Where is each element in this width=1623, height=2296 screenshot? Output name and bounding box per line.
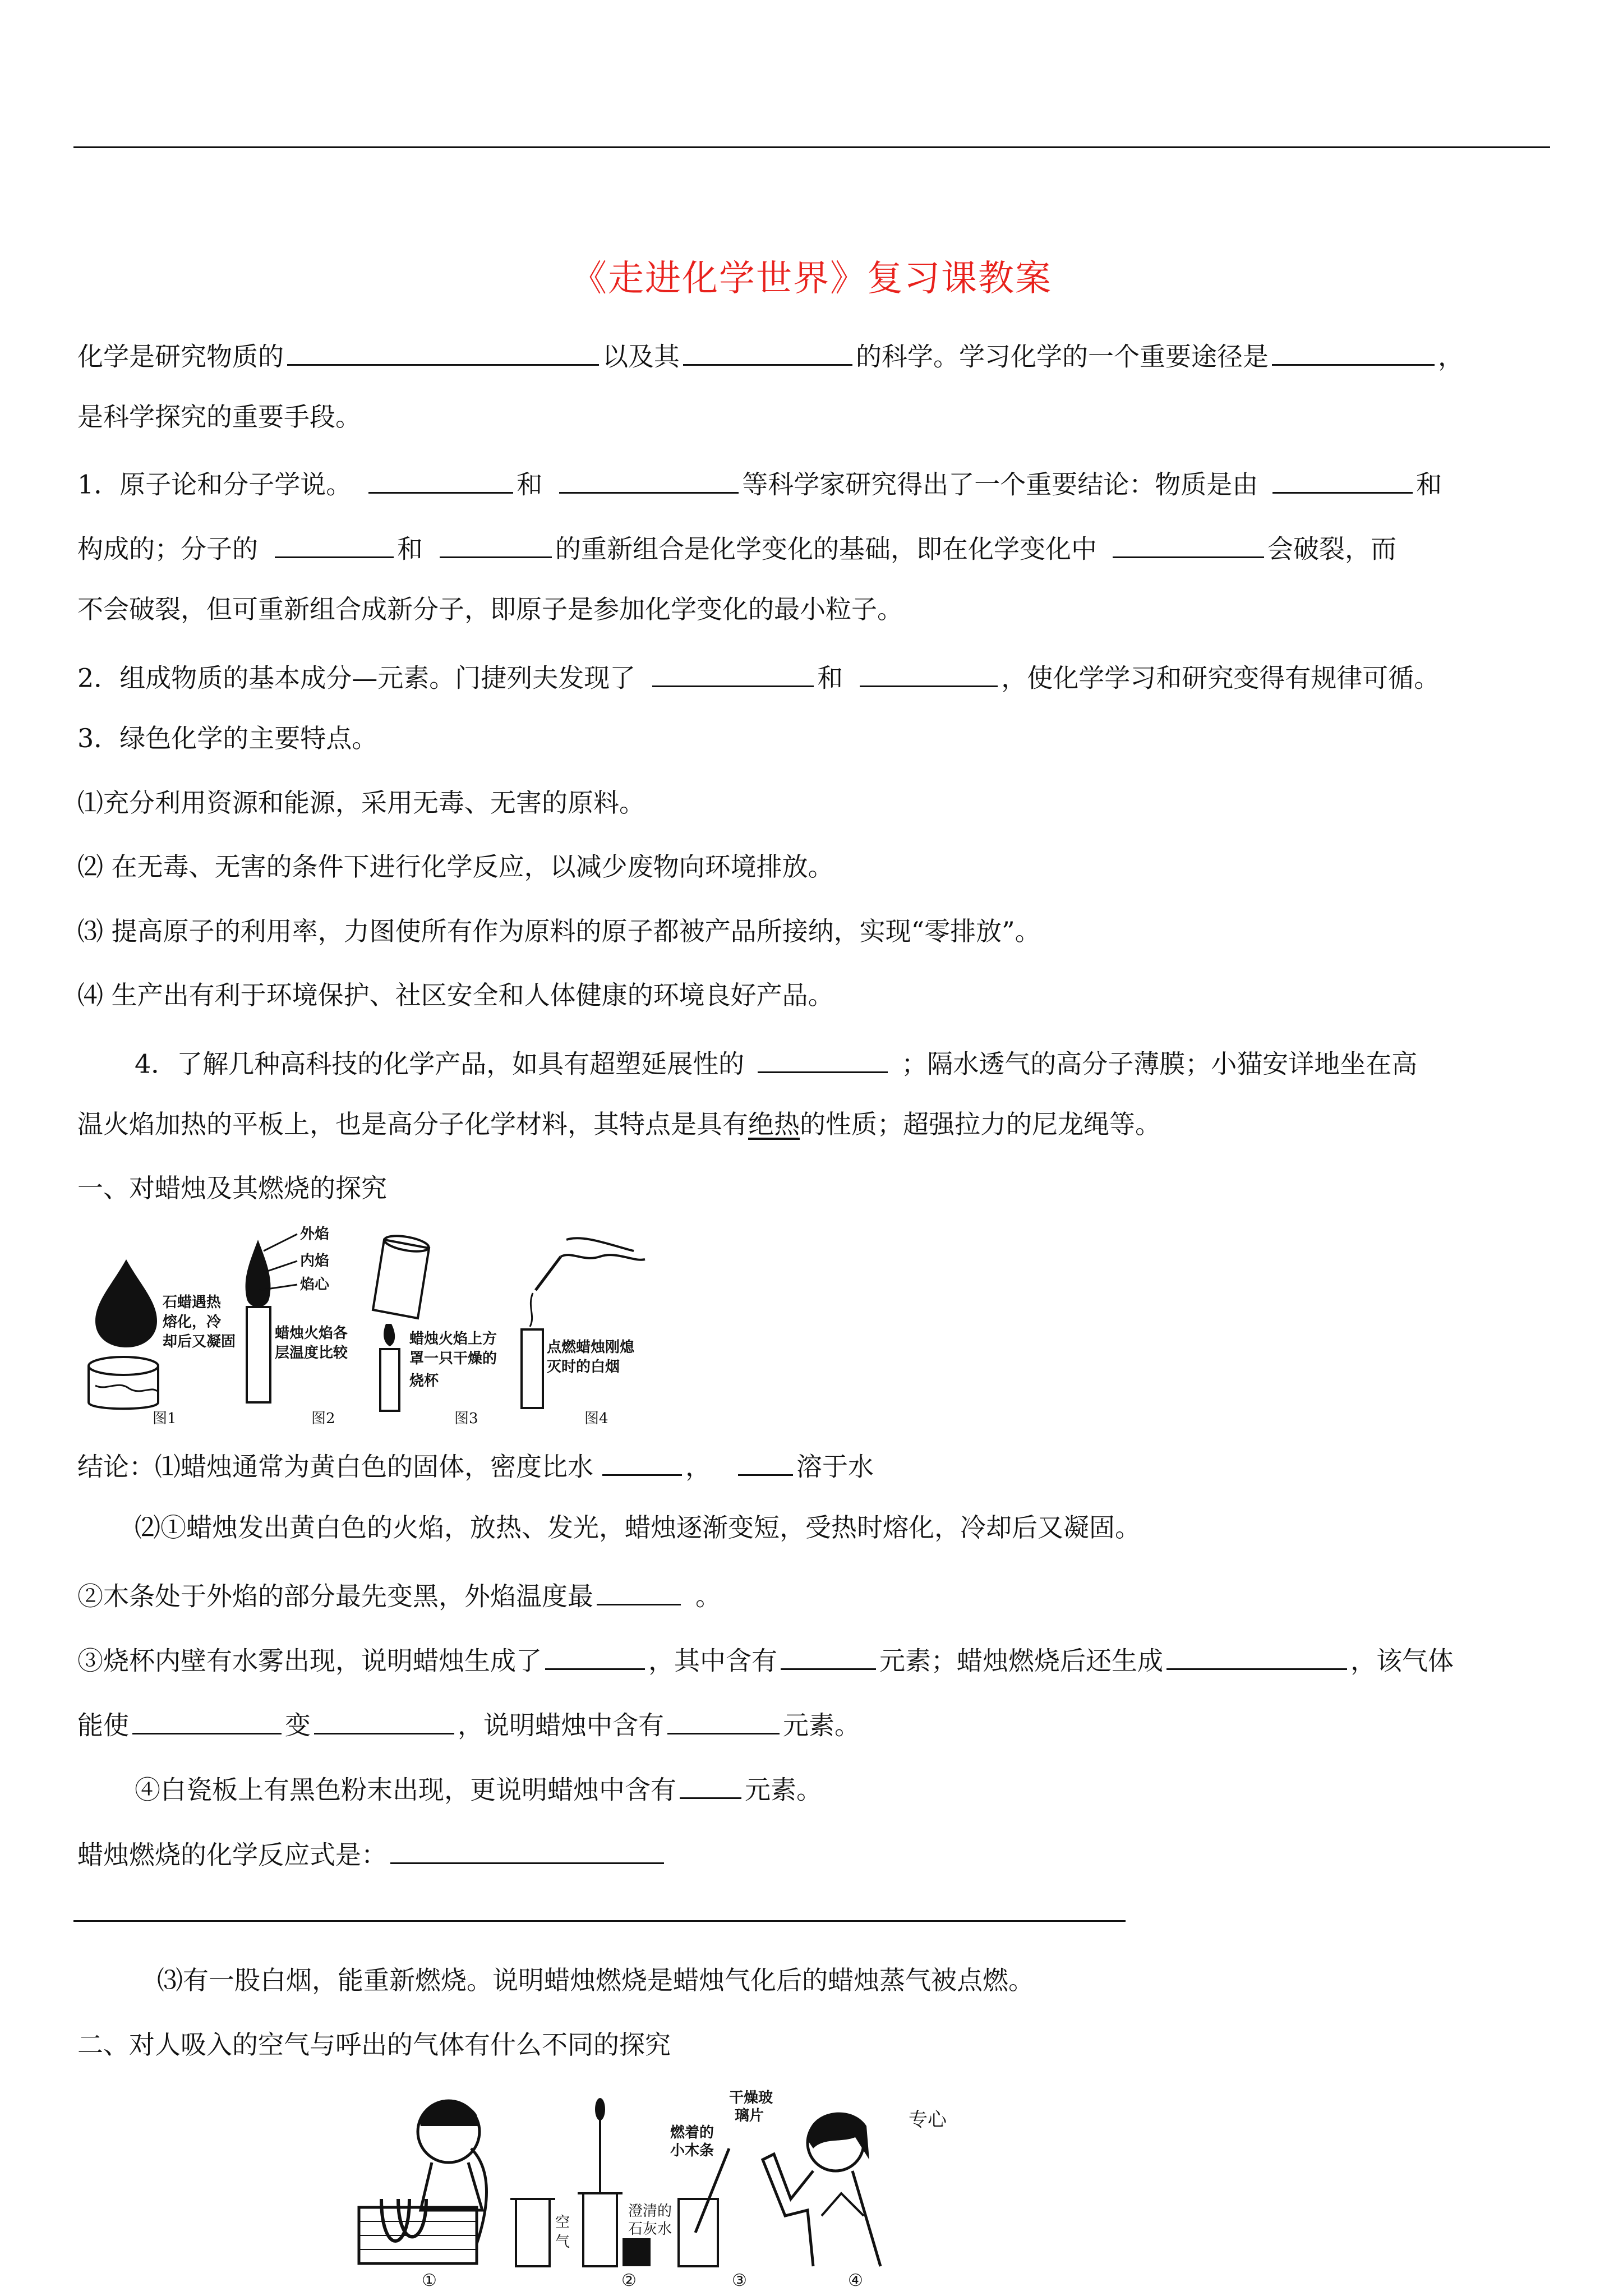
blank-field[interactable]: [680, 1773, 741, 1799]
fig2-caption-2: ②: [621, 2271, 637, 2290]
fig1-text-1: 石蜡遇热: [163, 1294, 222, 1311]
para3-head: 3．绿色化学的主要特点。: [77, 723, 378, 753]
fig4-text-1: 点燃蜡烛刚熄: [547, 1339, 635, 1356]
page-title: 《走进化学世界》复习课教案: [571, 258, 1052, 300]
blank-field[interactable]: [368, 467, 513, 494]
text: 能使: [77, 1710, 129, 1741]
blank-field[interactable]: [559, 467, 739, 494]
conclusion-7: ⑶有一股白烟，能重新燃烧。说明蜡烛燃烧是蜡烛气化后的蜡烛蒸气被点燃。: [157, 1965, 1034, 1995]
conclusion-4: [77, 1644, 1454, 1674]
text: ，说明蜡烛中含有: [458, 1710, 664, 1741]
para3-item-2: ⑵ 在无毒、无害的条件下进行化学反应，以减少废物向环境排放。: [77, 852, 834, 882]
text: 。: [695, 1581, 721, 1612]
person-blowing-drawing: [359, 2101, 487, 2263]
para3-item-3: ⑶ 提高原子的利用率，力图使所有作为原料的原子都被产品所接纳，实现“零排放”。: [77, 916, 1041, 946]
text: ；隔水透气的高分子薄膜；小猫安详地坐在高: [901, 1048, 1418, 1079]
blank-field[interactable]: [440, 532, 552, 558]
para1-line-3: 不会破裂，但可重新组合成新分子，即原子是参加化学变化的最小粒子。: [77, 594, 903, 624]
conclusion-1: [77, 1450, 874, 1480]
text: 和: [517, 469, 543, 500]
section2-heading: 二、对人吸入的空气与呼出的气体有什么不同的探究: [77, 2030, 671, 2060]
conclusion-2: ⑵①蜡烛发出黄白色的火焰，放热、发光，蜡烛逐渐变短，受热时熔化，冷却后又凝固。: [135, 1512, 1141, 1543]
text: ②木条处于外焰的部分最先变黑，外焰温度最: [77, 1581, 593, 1612]
answer-line[interactable]: [73, 1920, 1126, 1922]
blank-field[interactable]: [275, 532, 394, 558]
text: ，: [685, 1451, 711, 1482]
text: 1．原子论和分子学说。: [77, 469, 352, 500]
candle-experiment-figure: [79, 1217, 662, 1430]
blank-field[interactable]: [390, 1838, 664, 1864]
text: 结论：⑴蜡烛通常为黄白色的固体，密度比水: [77, 1451, 593, 1482]
fig1-wax-drawing: [89, 1259, 158, 1409]
fig1-text-2: 熔化，冷: [163, 1314, 222, 1331]
label-stick-2: 小木条: [670, 2142, 714, 2159]
text: 等科学家研究得出了一个重要结论：物质是由: [742, 469, 1258, 500]
text: 和: [817, 662, 843, 693]
fig2-text-2: 层温度比较: [275, 1345, 348, 1361]
breath-experiment-figure: [348, 2087, 1009, 2272]
text: 4．了解几种高科技的化学产品，如具有超塑延展性的: [135, 1048, 745, 1079]
label-air-1: 空: [555, 2214, 570, 2231]
underlined-term: 绝热: [748, 1109, 800, 1139]
fig2-caption-1: ①: [422, 2271, 437, 2290]
blank-field[interactable]: [132, 1708, 282, 1734]
fig2-text-1: 蜡烛火焰各: [275, 1325, 348, 1342]
text: 变: [285, 1710, 311, 1741]
label-limewater-1: 澄清的: [628, 2203, 672, 2220]
para1-line-2: [77, 532, 1396, 562]
reaction-equation-line: [77, 1838, 667, 1868]
text: ，: [1438, 341, 1464, 372]
conclusion-3: [77, 1579, 721, 1612]
blank-field[interactable]: [652, 661, 814, 687]
blank-field[interactable]: [1166, 1644, 1347, 1670]
blank-field[interactable]: [545, 1644, 645, 1670]
girl-breathing-drawing: [763, 2113, 880, 2266]
header-rule: [73, 146, 1550, 148]
blank-field[interactable]: [738, 1450, 793, 1476]
text: 2．组成物质的基本成分—元素。门捷列夫发现了: [77, 662, 636, 693]
blank-field[interactable]: [597, 1579, 681, 1605]
fig1-text-3: 却后又凝固: [163, 1333, 236, 1350]
para1-line-1: [77, 467, 1442, 498]
fig2-label-outer: 外焰: [300, 1226, 330, 1243]
para3-item-4: ⑷ 生产出有利于环境保护、社区安全和人体健康的环境良好产品。: [77, 980, 834, 1010]
blank-field[interactable]: [287, 339, 599, 366]
dropper-drawing: [578, 2098, 651, 2266]
fig4-text-2: 灭时的白烟: [547, 1359, 620, 1375]
label-focus: 专心: [909, 2109, 947, 2131]
text: ，使化学学习和研究变得有规律可循。: [1001, 662, 1440, 693]
text: 温火焰加热的平板上，也是高分子化学材料，其特点是具有: [77, 1109, 748, 1139]
label-glass-1: 干燥玻: [729, 2090, 773, 2106]
fig2-caption-4: ④: [848, 2271, 863, 2290]
blank-field[interactable]: [860, 661, 998, 687]
burning-stick-drawing: [679, 2148, 729, 2266]
conclusion-6: [135, 1773, 822, 1803]
para3-item-1: ⑴充分利用资源和能源，采用无毒、无害的原料。: [77, 788, 645, 818]
text: 会破裂，而: [1267, 533, 1396, 564]
section1-heading: 一、对蜡烛及其燃烧的探究: [77, 1173, 387, 1203]
text: 的重新组合是化学变化的基础，即在化学变化中: [555, 533, 1097, 564]
fig2-label-inner: 内焰: [300, 1253, 330, 1269]
intro-line-2: 是科学探究的重要手段。: [77, 402, 361, 432]
conclusion-5: [77, 1708, 860, 1741]
text: ③烧杯内壁有水雾出现，说明蜡烛生成了: [77, 1645, 542, 1676]
text: 蜡烛燃烧的化学反应式是：: [77, 1839, 387, 1870]
text: 元素。: [783, 1710, 860, 1741]
text: ，其中含有: [648, 1645, 777, 1676]
blank-field[interactable]: [683, 339, 852, 366]
text: 构成的；分子的: [77, 533, 258, 564]
blank-field[interactable]: [602, 1450, 682, 1476]
fig2-flame-drawing: [246, 1234, 297, 1402]
fig2-caption-3: ③: [732, 2271, 747, 2290]
blank-field[interactable]: [667, 1708, 780, 1734]
text: 溶于水: [796, 1451, 874, 1482]
gas-jar-drawing: [510, 2199, 555, 2266]
text: 和: [397, 533, 423, 564]
label-glass-2: 璃片: [735, 2108, 764, 2124]
text: 元素；蜡烛燃烧后还生成: [879, 1645, 1163, 1676]
blank-field[interactable]: [1272, 467, 1413, 494]
text: 和: [1416, 469, 1442, 500]
para4-line-2: [77, 1111, 1161, 1137]
label-stick-1: 燃着的: [670, 2124, 714, 2141]
text: 化学是研究物质的: [77, 341, 284, 372]
blank-field[interactable]: [758, 1047, 888, 1073]
intro-line-1: [77, 339, 1464, 370]
blank-field[interactable]: [1113, 532, 1264, 558]
text: 的性质；超强拉力的尼龙绳等。: [800, 1109, 1161, 1139]
label-air-2: 气: [555, 2234, 570, 2251]
fig3-text-2: 罩一只干燥的: [409, 1350, 497, 1367]
text: 以及其: [602, 341, 680, 372]
fig-caption-4: 图4: [584, 1410, 608, 1427]
blank-field[interactable]: [781, 1644, 876, 1670]
fig2-label-core: 焰心: [300, 1276, 330, 1293]
blank-field[interactable]: [314, 1708, 454, 1734]
fig4-hand-drawing: [522, 1238, 645, 1408]
fig3-text-3: 烧杯: [409, 1373, 439, 1389]
blank-field[interactable]: [1272, 339, 1435, 366]
fig3-text-1: 蜡烛火焰上方: [409, 1331, 497, 1347]
text: ，该气体: [1350, 1645, 1454, 1676]
fig-caption-1: 图1: [153, 1410, 177, 1427]
fig-caption-3: 图3: [454, 1410, 478, 1427]
para2-line: [77, 661, 1440, 691]
fig-caption-2: 图2: [311, 1410, 335, 1427]
text: ④白瓷板上有黑色粉末出现，更说明蜡烛中含有: [135, 1774, 676, 1805]
text: 的科学。学习化学的一个重要途径是: [856, 341, 1269, 372]
text: 元素。: [745, 1774, 822, 1805]
label-limewater-2: 石灰水: [628, 2221, 672, 2238]
para4-line-1: [135, 1047, 1417, 1077]
